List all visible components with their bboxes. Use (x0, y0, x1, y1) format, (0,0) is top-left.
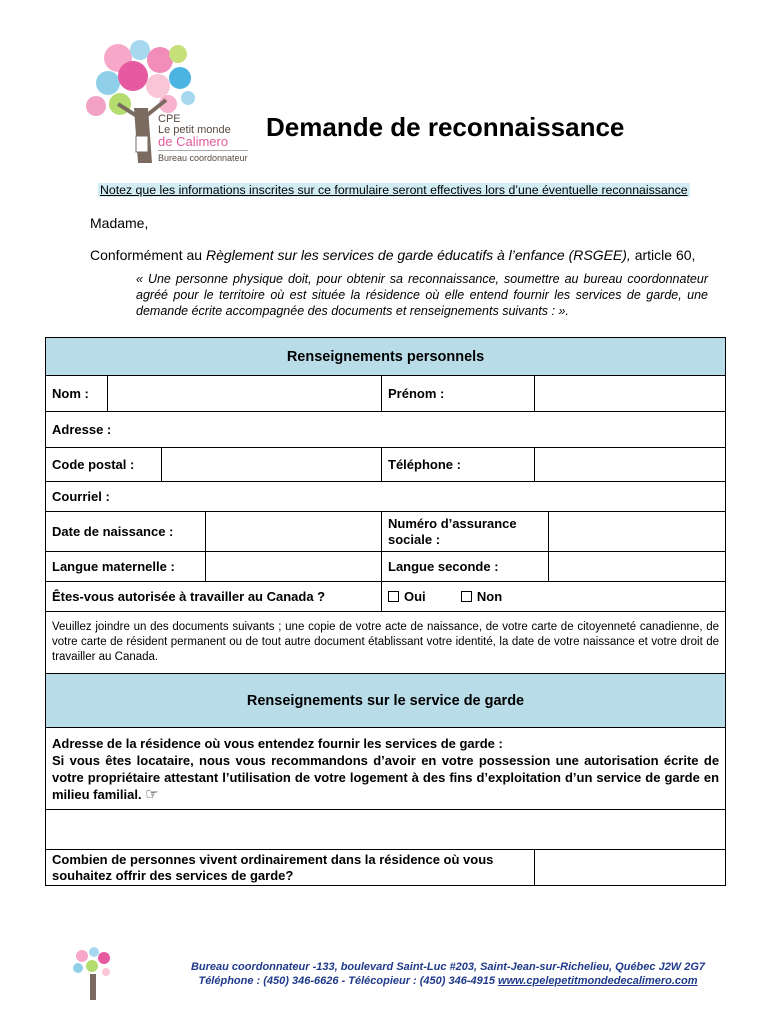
section-personal-info-header: Renseignements personnels (46, 338, 726, 376)
checkbox-oui[interactable] (388, 589, 426, 604)
field-adresse[interactable] (46, 412, 726, 448)
label-date-naissance: Date de naissance : (46, 512, 206, 552)
label-langue-seconde: Langue seconde : (382, 552, 549, 582)
label-adresse: Adresse : (52, 422, 112, 437)
label-adresse-residence: Adresse de la résidence où vous entendez fournir les services de garde : (52, 735, 503, 751)
footer-phones: Téléphone : (450) 346-6626 - Télécopieur : (450) 346-4915 (198, 975, 499, 987)
salutation: Madame, (90, 215, 149, 231)
cpe-logo (78, 38, 248, 168)
footer-logo (66, 944, 140, 1004)
conform-suffix: article 60, (630, 247, 696, 263)
field-prenom[interactable] (535, 376, 726, 412)
field-nas[interactable] (549, 512, 726, 552)
field-date-naissance[interactable] (206, 512, 382, 552)
logo-text-bureau: Bureau coordonnateur (158, 150, 248, 164)
field-courriel[interactable] (46, 482, 726, 512)
label-code-postal: Code postal : (46, 448, 162, 482)
conformement-text (90, 247, 695, 263)
footer-website-link[interactable]: www.cpelepetitmondedecalimero.com (498, 975, 698, 987)
label-nas: Numéro d’assurance sociale : (382, 512, 549, 552)
residence-address-block (46, 728, 726, 810)
label-prenom: Prénom : (382, 376, 535, 412)
label-nom: Nom : (46, 376, 108, 412)
field-adresse-residence[interactable] (46, 810, 726, 850)
footer (168, 960, 728, 988)
checkbox-non[interactable] (461, 589, 502, 604)
label-non: Non (476, 589, 503, 604)
section-service-header: Renseignements sur le service de garde (46, 674, 726, 728)
work-authorization-options (382, 582, 726, 612)
field-nom[interactable] (108, 376, 382, 412)
checkbox-oui-icon (388, 591, 399, 602)
application-form (45, 337, 726, 886)
label-langue-maternelle: Langue maternelle : (46, 552, 206, 582)
field-langue-seconde[interactable] (549, 552, 726, 582)
field-langue-maternelle[interactable] (206, 552, 382, 582)
footer-contact (168, 974, 728, 988)
label-courriel: Courriel : (52, 489, 110, 504)
field-code-postal[interactable] (162, 448, 382, 482)
label-oui: Oui (404, 589, 426, 604)
logo-text-cpe: CPE (158, 113, 181, 125)
footer-tree-icon (66, 944, 140, 1004)
locataire-note: Si vous êtes locataire, nous vous recommandons d’avoir en votre possession une autorisation écrite de votre propriétaire attestant l’utilisation de votre logement à des fins d’exploitation d’un service de garde en milieu familial. (52, 752, 720, 802)
field-telephone[interactable] (535, 448, 726, 482)
logo-text-petit-monde: Le petit monde (158, 124, 231, 136)
conform-prefix: Conformément au (90, 247, 206, 263)
notice-text: Notez que les informations inscrites sur ce formulaire seront effectives lors d’une éventuelle reconnaissance (100, 183, 688, 197)
logo-text-calimero: de Calimero (158, 134, 229, 149)
page-title: Demande de reconnaissance (266, 112, 625, 142)
pointing-hand-icon: ☞ (145, 785, 159, 803)
field-personnes[interactable] (535, 850, 726, 886)
label-personnes: Combien de personnes vivent ordinairement dans la résidence où vous souhaitez offrir des services de garde? (46, 850, 535, 886)
label-telephone: Téléphone : (382, 448, 535, 482)
rsgee-reference: Règlement sur les services de garde éducatifs à l’enfance (RSGEE), (205, 247, 631, 263)
regulation-quote: « Une personne physique doit, pour obtenir sa reconnaissance, soumettre au bureau coordonnateur agréé pour le territoire où est située la résidence où elle entend fournir les services de garde, une demande écrite accompagnée des documents et renseignements suivants : ». (136, 272, 708, 318)
footer-address: Bureau coordonnateur -133, boulevard Saint-Luc #203, Saint-Jean-sur-Richelieu, Québec J2W 2G7 (190, 961, 706, 973)
label-autorisee: Êtes-vous autorisée à travailler au Canada ? (46, 582, 382, 612)
checkbox-non-icon (461, 591, 472, 602)
documents-note: Veuillez joindre un des documents suivants ; une copie de votre acte de naissance, de votre carte de citoyenneté canadienne, de votre carte de résident permanent ou de tout autre document établissant votre identité, la date de votre naissance et votre droit de travailler au Canada. (46, 612, 726, 674)
